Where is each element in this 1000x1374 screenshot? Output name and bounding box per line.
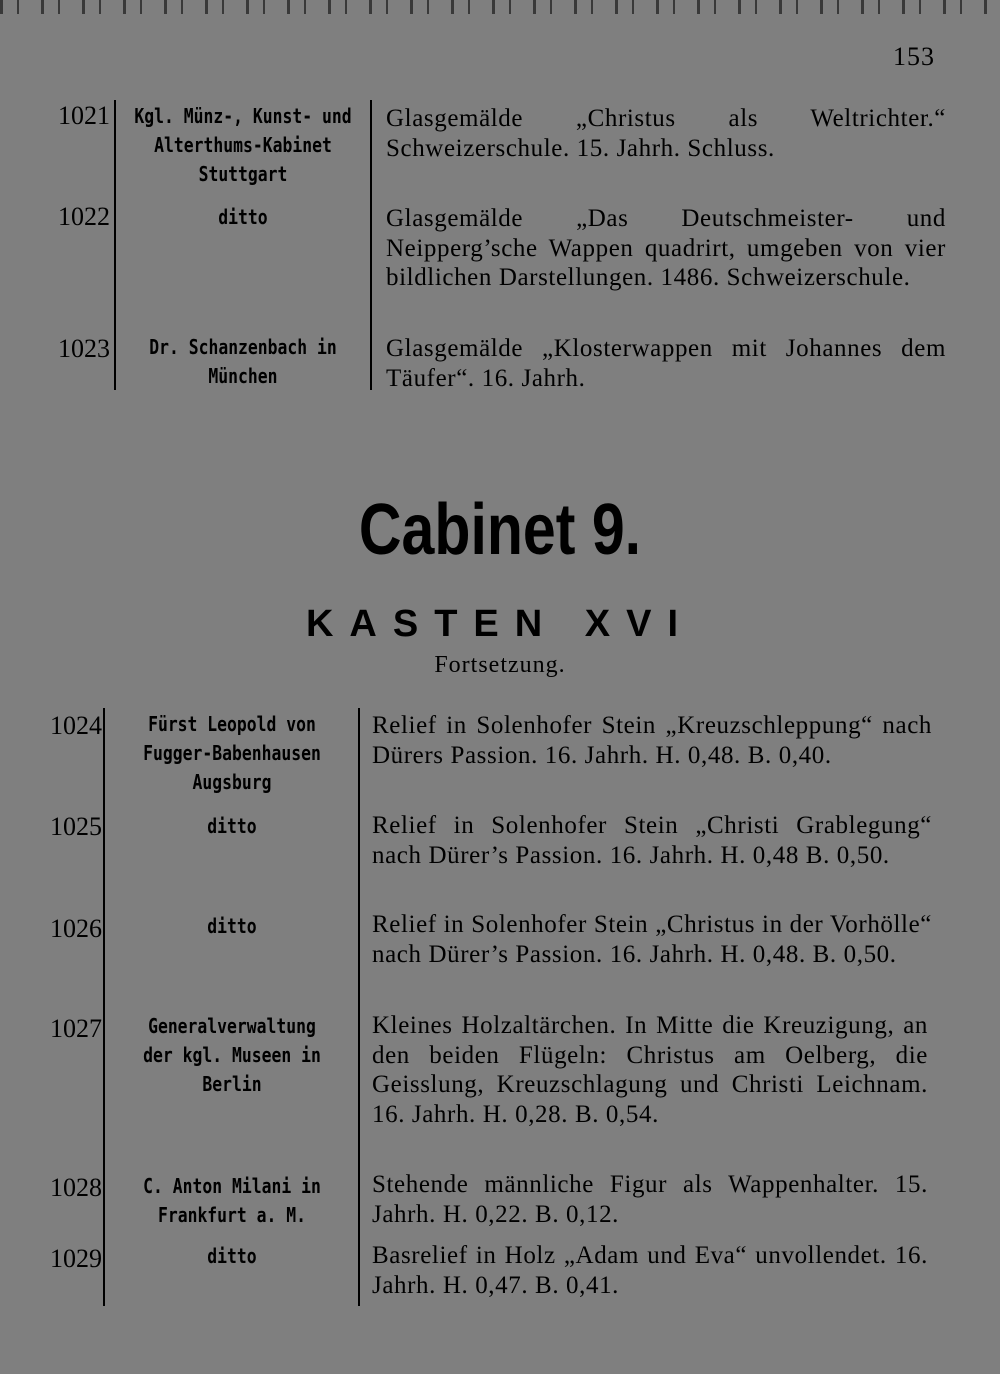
entry-number: 1024: [50, 711, 102, 740]
entry-lender: Kgl. Münz-, Kunst- und Alterthums-Kabinet Stuttgart: [134, 104, 352, 186]
entry-lender: Dr. Schanzenbach in München: [149, 335, 337, 388]
entry-description: Basrelief in Holz „Adam und Eva“ unvollendet. 16. Jahrh. H. 0,47. B. 0,41.: [372, 1242, 928, 1299]
scan-noise-top-edge: [0, 0, 1000, 14]
page-number: 153: [893, 42, 935, 71]
entry-description: Glasgemälde „Das Deutschmeister- und Neipperg’sche Wappen quadrirt, umgeben von vier bildlichen Darstellungen. 1486. Schweizerschule.: [386, 205, 946, 291]
entry-lender: Fürst Leopold von Fugger-Babenhausen Augsburg: [143, 712, 321, 794]
entry-lender: ditto: [207, 914, 257, 938]
entry-number: 1027: [50, 1014, 102, 1043]
entry-lender: ditto: [207, 814, 257, 838]
entry-number: 1025: [50, 812, 102, 841]
entry-lender: ditto: [218, 205, 268, 229]
column-divider: [114, 100, 116, 390]
entry-number: 1023: [58, 334, 110, 363]
cabinet-heading: Cabinet 9.: [358, 490, 642, 570]
entry-description: Relief in Solenhofer Stein „Kreuzschleppung“ nach Dürers Passion. 16. Jahrh. H. 0,48. B. 0,40.: [372, 712, 932, 769]
entry-description: Glasgemälde „Klosterwappen mit Johannes dem Täufer“. 16. Jahrh.: [386, 335, 946, 392]
entry-description: Glasgemälde „Christus als Weltrichter.“ Schweizerschule. 15. Jahrh. Schluss.: [386, 105, 946, 162]
column-divider: [358, 708, 360, 1306]
entry-description: Relief in Solenhofer Stein „Christus in der Vorhölle“ nach Dürer’s Passion. 16. Jahrh. H. 0,48. B. 0,50.: [372, 911, 932, 968]
entry-lender: Generalverwaltung der kgl. Museen in Berlin: [143, 1014, 321, 1096]
entry-description: Kleines Holzaltärchen. In Mitte die Kreuzigung, an den beiden Flügeln: Christus am Oelberg, die Geisslung, Kreuzschlagung und Christi Leichnam. 16. Jahrh. H. 0,28. B. 0,54.: [372, 1012, 928, 1128]
entry-number: 1021: [58, 101, 110, 130]
entry-description: Relief in Solenhofer Stein „Christi Grablegung“ nach Dürer’s Passion. 16. Jahrh. H. 0,48 B. 0,50.: [372, 812, 932, 869]
entry-number: 1029: [50, 1244, 102, 1273]
entry-number: 1028: [50, 1173, 102, 1202]
entry-number: 1022: [58, 202, 110, 231]
kasten-heading: KASTEN XVI: [305, 603, 695, 645]
continuation-label: Fortsetzung.: [434, 652, 566, 678]
entry-lender: ditto: [207, 1244, 257, 1268]
entry-number: 1026: [50, 914, 102, 943]
column-divider: [370, 100, 372, 390]
entry-description: Stehende männliche Figur als Wappenhalter. 15. Jahrh. H. 0,22. B. 0,12.: [372, 1171, 928, 1228]
entry-lender: C. Anton Milani in Frankfurt a. M.: [143, 1174, 321, 1227]
column-divider: [103, 708, 105, 1306]
